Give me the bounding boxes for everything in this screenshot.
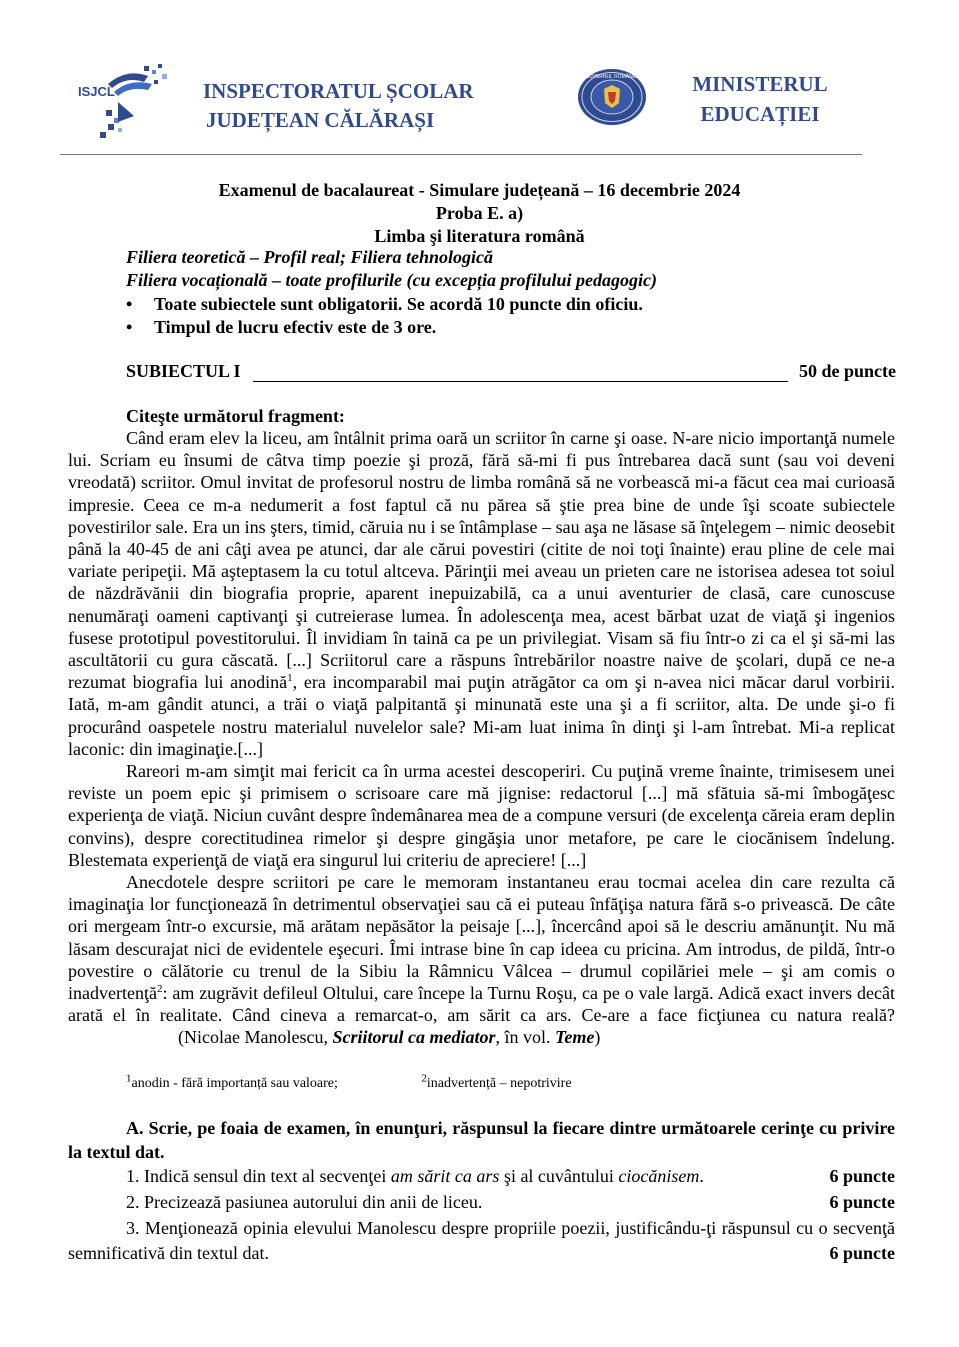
footnote-1-text: anodin - fără importanță sau valoare;	[131, 1076, 338, 1091]
req-text: şi al cuvântului	[499, 1166, 619, 1186]
section-points: 50 de puncte	[798, 361, 896, 381]
footnote-mark-2: 2	[156, 983, 163, 996]
requirement-3-text: 3. Menţionează opinia elevului Manolescu despre propriile poezii, justificându-ţi răspunsul cu o secvenţă semnificativă din textul dat.	[68, 1218, 895, 1263]
instruction-bullet-2	[126, 317, 436, 338]
exam-subject: Limba şi literatura română	[374, 226, 585, 246]
ministry-title	[680, 69, 840, 129]
footnote-mark-1: 1	[287, 672, 293, 685]
fragment-text: , era incomparabil mai puţin atrăgător ca om şi n-avea nici măcar darul vorbirii. Iată, m-am gândit atunci, a trăi o viaţă palpitantă şi minunată este una şi a fi scriitor, alta. De unde şi-o fi procurând oaspetele nostru materialul nuvelelor sale? Mi-am luat inima în dinţi şi l-am întrebat. Mi-a replicat laconic: din imaginaţie.[...]	[68, 672, 895, 759]
footnote-2-text: inadvertență – nepotrivire	[426, 1076, 572, 1091]
fragment-paragraph-3	[68, 871, 895, 1049]
bullet-icon: •	[126, 294, 133, 314]
req-quote-1: am sărit ca ars	[390, 1166, 500, 1186]
req-text: 1. Indică sensul din text al secvenţei	[126, 1166, 391, 1186]
fragment-text: Când eram elev la liceu, am întâlnit prima oară un scriitor în carne şi oase. N-are nicio importanţă numele lui. Scriam eu însumi de câtva timp poezie şi proză, fără să-mi fi pus întrebarea dacă sunt (sau voi deveni vreodată) scriitor. Omul invitat de profesorul nostru de limba română să ne vorbească mi-a făcut cea mai curioasă impresie. Ceea ce m-a nedumerit a fost faptul că nu părea să ştie prea bine de unde îşi scoate subiectele povestirilor sale. Era un ins şters, timid, căruia nu i se întâmplase – sau aşa ne lăsase să înţelegem – nimic deosebit până la 40-45 de ani câţi avea pe atunci, dar ale cărui povestiri (citite de noi toţi înainte) erau pline de cele mai variate peripeţii. Mă aşteptasem la cu totul altceva. Părinţii mei aveau un prieten care ne istorisea adesea tot soiul de năzdrăvănii din biografia proprie, aparent inepuizabilă, ca a unui aventurier de clasă, care cunoscuse nenumăraţi oameni captivanţi şi cutreierase lumea. În adolescenţa mea, acest bărbat uzat de viaţă şi ingenios fusese prototipul povestitorului. Îl invidiam în taină ca pe un privilegiat. Visam să fiu într-o zi ca el şi să-mi las ascultătorii cu gura căscată. [...] Scriitorul care a răspuns întrebărilor noastre naive de şcolari, după ce ne-a rezumat biografia lui anodină	[68, 428, 895, 693]
literary-fragment	[68, 427, 895, 1049]
source-work: Scriitorul ca mediator	[332, 1027, 496, 1048]
ministry-line1: MINISTERUL	[692, 72, 828, 96]
fragment-paragraph-1	[68, 427, 895, 760]
requirement-1-points: 6 puncte	[829, 1166, 895, 1186]
requirement-2-points: 6 puncte	[829, 1192, 895, 1212]
section-heading	[126, 361, 896, 382]
fragment-paragraph-2: Rareori m-am simţit mai fericit ca în urma acestei descoperiri. Cu puţină vreme înainte, trimisesem unei reviste un poem epic şi primisem o scrisoare care mă jignise: redactorul [...] mă sfătuia să-mi îmbogăţesc experienţa de viaţă. Niciun cuvânt despre îndemânarea mea de a compune versuri (de excelenţa căreia eram deplin convins), despre corectitudinea rimelor şi despre gingăşia unor metafore, pe care le ciocănisem îndelung. Blestemata experienţă de viaţă era singurul lui criteriu de apreciere! [...]	[68, 761, 895, 870]
footnote-2	[421, 1072, 611, 1091]
exam-proba: Proba E. a)	[435, 203, 524, 223]
source-volume: Teme	[554, 1027, 595, 1048]
footnote-1-mark: 1	[126, 1072, 132, 1085]
source-suffix: )	[594, 1027, 601, 1048]
requirement-1	[68, 1164, 895, 1189]
source-prefix: (Nicolae Manolescu,	[178, 1027, 333, 1048]
fragment-text: Anecdotele despre scriitori pe care le memoram instantaneu erau tocmai acelea din care rezulta că imaginaţia lor funcţionează în detrimentul observaţiei sau că ei puteau înfăţişa natura fără s-o privească. De câte ori mergeam într-o excursie, mă arătam nepăsător la peisaje [...], încercând apoi să le descriu amănunţit. Nu mă lăsam descurajat nici de evidentele eşecuri. Îmi intrase bine în cap ideea cu pricina. Am introdus, de pildă, într-o povestire o călătorie cu trenul de la Sibiu la Râmnicu Vâlcea – drumul copilăriei mele – şi am comis o inadvertenţă	[68, 872, 895, 1004]
ministry-line2: EDUCAȚIEI	[700, 102, 820, 126]
gov-seal-text: GUVERNUL ROMÂNIEI	[585, 74, 639, 80]
source-mid: , în vol.	[495, 1027, 555, 1048]
isj-title-line2: JUDEȚEAN CĂLĂRAȘI	[206, 108, 435, 132]
requirement-3	[68, 1216, 895, 1266]
isj-logo	[78, 62, 174, 142]
isj-logo-graphic	[78, 62, 174, 142]
filiera-line-2: Filiera vocațională – toate profilurile (cu excepția profilului pedagogic)	[126, 270, 657, 290]
isj-title-line1: INSPECTORATUL ȘCOLAR	[203, 79, 474, 103]
requirement-3-points: 6 puncte	[829, 1243, 895, 1263]
req-text: .	[699, 1166, 704, 1186]
bullet-icon: •	[126, 317, 133, 337]
requirement-2-text: 2. Precizează pasiunea autorului din anii de liceu.	[126, 1192, 483, 1212]
isj-title	[203, 77, 474, 135]
instruction-bullet-1	[126, 294, 643, 315]
fragment-source	[178, 1027, 600, 1047]
header-divider	[60, 154, 862, 155]
section-underline	[253, 381, 788, 382]
filiera-line-1: Filiera teoretică – Profil real; Filiera tehnologică	[126, 247, 493, 267]
footnotes	[126, 1072, 652, 1092]
req-quote-2: ciocănisem	[618, 1166, 700, 1186]
reading-instruction: Citeşte următorul fragment:	[126, 406, 345, 426]
isj-logo-text: ISJCL	[78, 84, 115, 99]
footnote-2-mark: 2	[421, 1072, 427, 1085]
government-seal-icon	[575, 67, 649, 127]
exam-title: Examenul de bacalaureat - Simulare județeană – 16 decembrie 2024	[218, 180, 741, 200]
section-label: SUBIECTUL I	[126, 361, 241, 381]
bullet-text: Toate subiectele sunt obligatorii. Se acordă 10 puncte din oficiu.	[154, 294, 643, 314]
bullet-text: Timpul de lucru efectiv este de 3 ore.	[154, 317, 437, 337]
requirement-1-text	[68, 1164, 895, 1189]
footnote-1	[126, 1072, 378, 1091]
requirement-2	[68, 1190, 895, 1215]
fragment-text: : am zugrăvit defileul Oltului, care începe la Turnu Roşu, ca pe o vale largă. Adică exact invers decât arată el în realitate. Când cineva a remarcat-o, am sărit ca ars. Ce-are a face ficţiunea cu natura reală?	[68, 983, 895, 1026]
requirements-title: A. Scrie, pe foaia de examen, în enunţuri, răspunsul la fiecare dintre următoarele cerinţe cu privire la textul dat.	[68, 1118, 895, 1162]
